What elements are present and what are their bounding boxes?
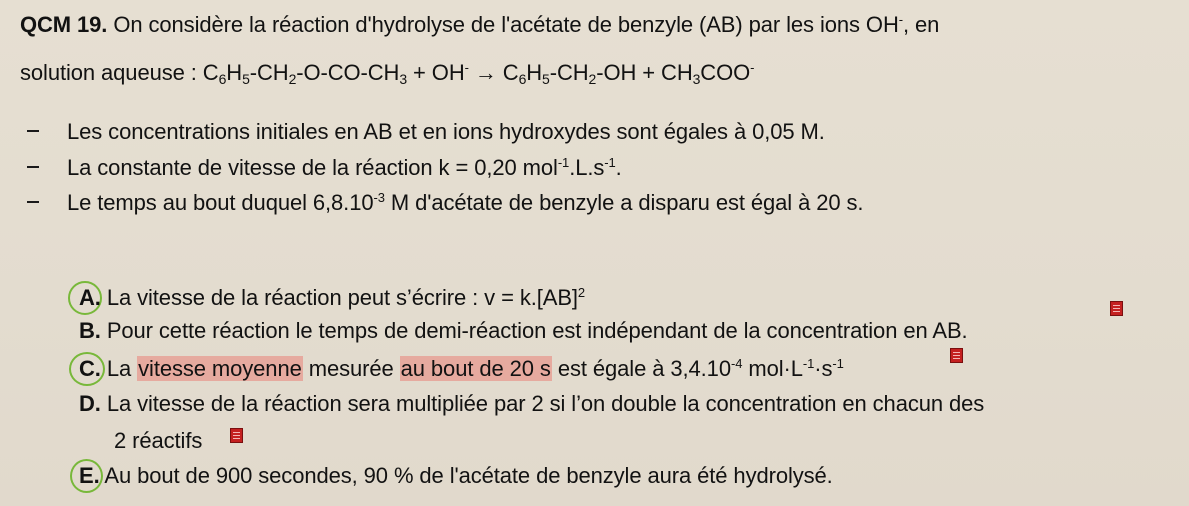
option-a-letter: A. (79, 285, 101, 310)
option-d-text-2: 2 réactifs (114, 428, 203, 453)
subscript: 6 (218, 71, 227, 87)
bullet-dash (27, 166, 39, 168)
superscript: -1 (557, 155, 570, 170)
bullet-dash (27, 130, 39, 132)
option-c-letter: C. (79, 356, 101, 381)
subscript: 5 (242, 71, 250, 87)
option-c-text: est égale à 3,4.10 (551, 356, 731, 381)
highlight-au-bout-de-20s: au bout de 20 s (400, 356, 551, 381)
subscript: 6 (518, 71, 527, 87)
superscript: -1 (604, 155, 616, 170)
option-c-text: mol·L (742, 356, 803, 381)
option-d-line-1[interactable] (79, 390, 984, 418)
condition-2-end: . (615, 155, 622, 180)
option-d-letter: D. (79, 391, 101, 416)
eq-part: + OH (407, 60, 465, 85)
eq-part: H (526, 60, 543, 85)
option-c-text: La (106, 356, 138, 381)
option-e[interactable] (79, 462, 833, 490)
option-c-text: ·s (814, 356, 833, 381)
subscript: 5 (542, 71, 550, 87)
option-e-text: Au bout de 900 secondes, 90 % de l'acétate de benzyle aura été hydrolysé. (104, 463, 833, 488)
condition-1 (67, 118, 825, 146)
condition-3-end: M d'acétate de benzyle a disparu est égal à 20 s. (384, 190, 864, 215)
superscript: 2 (577, 285, 586, 300)
option-a[interactable] (79, 284, 585, 312)
option-d-text: La vitesse de la réaction sera multipliée par 2 si l’on double la concentration en chacun des (106, 391, 985, 416)
subscript: 2 (588, 71, 597, 87)
condition-2-mid: .L.s (569, 155, 605, 180)
highlight-vitesse-moyenne: vitesse moyenne (138, 356, 302, 381)
stem-end: , en (902, 12, 940, 37)
option-c[interactable] (79, 355, 844, 383)
superscript: -4 (730, 356, 743, 371)
superscript: - (464, 60, 469, 75)
option-d-line-2[interactable] (114, 427, 202, 455)
eq-part: H (226, 60, 243, 85)
subscript: 3 (692, 71, 701, 87)
question-stem-line-1 (20, 11, 939, 39)
option-c-text: mesurée (302, 356, 400, 381)
bullet-dash (27, 201, 39, 203)
eq-part: -CH (249, 60, 289, 85)
option-a-text: La vitesse de la réaction peut s’écrire : v = k.[AB] (106, 285, 578, 310)
stem-text: On considère la réaction d'hydrolyse de l'acétate de benzyle (AB) par les ions OH (113, 12, 899, 37)
eq-part: COO (700, 60, 751, 85)
option-b-text: Pour cette réaction le temps de demi-réaction est indépendant de la concentration en AB. (106, 318, 968, 343)
comment-note-icon[interactable] (1110, 301, 1123, 316)
superscript: -1 (802, 356, 815, 371)
option-b-letter: B. (79, 318, 101, 343)
superscript: -3 (373, 190, 385, 205)
condition-2-text: La constante de vitesse de la réaction k = 0,20 mol (67, 155, 558, 180)
option-e-letter: E. (79, 463, 100, 488)
superscript: - (750, 60, 755, 75)
question-number: QCM 19. (20, 12, 108, 37)
comment-note-icon[interactable] (950, 348, 963, 363)
subscript: 2 (288, 71, 297, 87)
condition-3-text: Le temps au bout duquel 6,8.10 (67, 190, 374, 215)
comment-note-icon[interactable] (230, 428, 243, 443)
condition-1-text: Les concentrations initiales en AB et en ions hydroxydes sont égales à 0,05 M. (67, 119, 825, 144)
question-stem-line-2 (20, 59, 754, 87)
eq-part: -O-CO-CH (296, 60, 400, 85)
subscript: 3 (399, 71, 408, 87)
condition-3 (67, 189, 863, 217)
oh-charge: - (898, 12, 903, 27)
reaction-arrow: → C (468, 60, 519, 85)
superscript: -1 (832, 356, 844, 371)
eq-part: -OH + CH (596, 60, 693, 85)
condition-2 (67, 154, 622, 182)
option-b[interactable] (79, 317, 968, 345)
eq-part: -CH (549, 60, 589, 85)
stem-line2-start: solution aqueuse : C (20, 60, 219, 85)
